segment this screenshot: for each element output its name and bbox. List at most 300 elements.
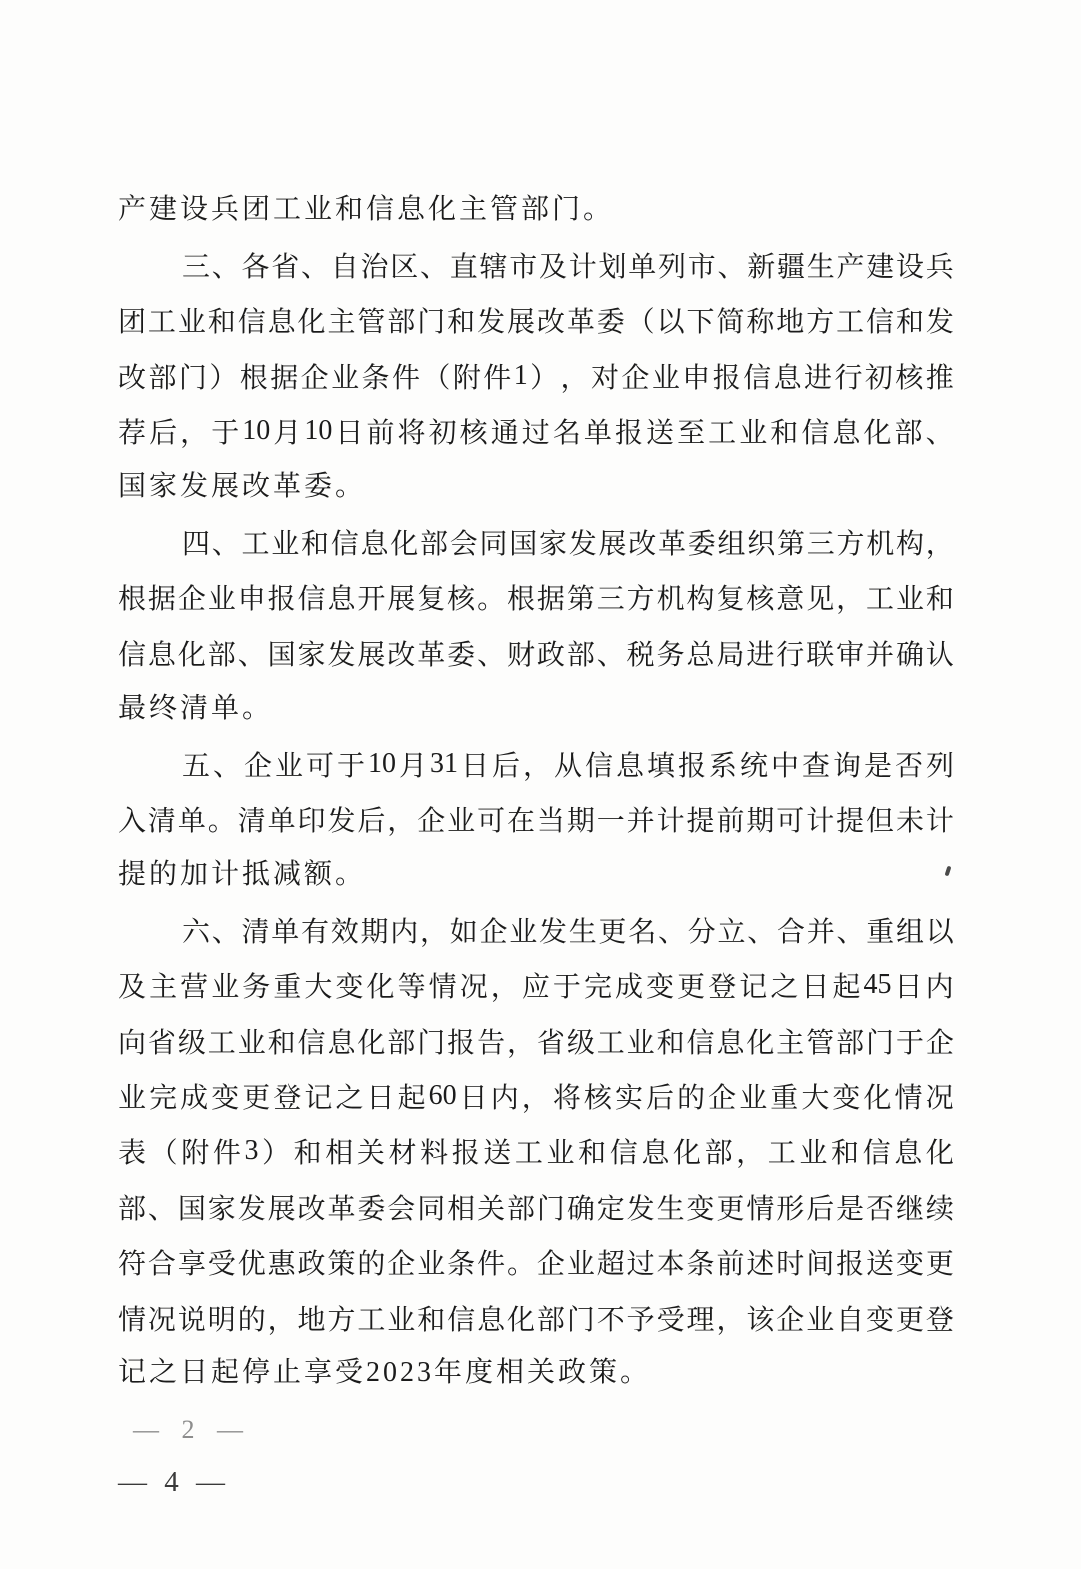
text-glyph: 条 (361, 362, 390, 394)
text-glyph: 治 (360, 252, 389, 284)
text-glyph: ） (262, 1138, 291, 1170)
text-glyph: 委 (447, 639, 476, 671)
text-glyph: 企 (417, 805, 446, 837)
text-glyph: 企 (621, 362, 650, 394)
text-line (118, 1013, 954, 1068)
text-glyph: 方 (806, 307, 835, 339)
text-glyph: 务 (656, 639, 685, 671)
text-glyph: 息 (894, 1138, 923, 1170)
text-glyph: 市 (509, 252, 538, 284)
text-glyph: 送 (646, 418, 675, 450)
text-glyph: 企 (708, 1082, 737, 1114)
text-glyph: 报 (836, 1249, 865, 1281)
text-glyph: 日 (459, 1082, 488, 1114)
text-glyph: 核 (459, 418, 488, 450)
text-glyph: 以 (925, 916, 954, 948)
text-glyph: 报 (712, 362, 741, 394)
text-line (118, 625, 954, 680)
text-glyph: 清 (237, 805, 266, 837)
text-glyph: 展 (598, 529, 627, 561)
text-glyph: 件 (391, 362, 420, 394)
text-glyph: 期 (360, 916, 389, 948)
text-glyph: 当 (536, 805, 565, 837)
text-glyph: 疆 (777, 252, 806, 284)
text-glyph: 并 (626, 805, 655, 837)
text-glyph: 进 (746, 639, 775, 671)
text-glyph: 信 (330, 529, 359, 561)
text-glyph: 前 (716, 805, 745, 837)
text-glyph: 委 (687, 529, 716, 561)
text-glyph: 重 (273, 972, 302, 1004)
text-glyph: 息 (615, 750, 644, 782)
text-glyph: 告 (477, 1027, 506, 1059)
text-glyph: 之 (770, 972, 799, 1004)
text-glyph: 之 (335, 1082, 364, 1114)
text-glyph: 完 (583, 972, 612, 1004)
text-glyph: 询 (832, 750, 861, 782)
text-glyph: 续 (925, 1193, 954, 1225)
text-glyph: 内 (490, 1082, 519, 1114)
text-glyph: 情 (428, 972, 457, 1004)
text-glyph: 大 (801, 1082, 830, 1114)
text-glyph: 业 (566, 1249, 595, 1281)
text-glyph: 核 (583, 1082, 612, 1114)
text-glyph: 前 (716, 1249, 745, 1281)
text-glyph: 、 (211, 529, 240, 561)
text-glyph: 60 (428, 1079, 457, 1111)
text-glyph: 工 (514, 1138, 543, 1170)
text-glyph: 部 (420, 529, 449, 561)
text-glyph: 日 (366, 1082, 395, 1114)
text-glyph: 市 (687, 252, 716, 284)
text-glyph: 、 (301, 252, 330, 284)
text-glyph: （ (626, 307, 655, 339)
text-glyph: 展 (267, 1193, 296, 1225)
text-glyph: 单 (271, 916, 300, 948)
text-glyph: 更 (925, 1249, 954, 1281)
text-glyph: 三 (182, 252, 211, 284)
text-glyph: 期 (746, 805, 775, 837)
text-glyph: 企 (387, 1249, 416, 1281)
text-glyph: 内 (925, 972, 954, 1004)
text-glyph: 核 (746, 584, 775, 616)
text-glyph: 相 (325, 1138, 354, 1170)
text-glyph: 未 (895, 805, 924, 837)
text-glyph: 化 (506, 1304, 535, 1336)
text-glyph: 管 (806, 1027, 835, 1059)
text-glyph: 、 (213, 750, 242, 782)
text-glyph: 日 (801, 972, 830, 1004)
text-glyph: 划 (598, 252, 627, 284)
text-glyph: 。 (207, 805, 236, 837)
text-glyph: 同 (417, 1193, 446, 1225)
text-glyph: 化 (297, 307, 326, 339)
text-glyph: 业 (275, 750, 304, 782)
text-glyph: 业 (387, 1304, 416, 1336)
text-glyph: 申 (682, 362, 711, 394)
text-glyph: 国 (509, 529, 538, 561)
text-glyph: 部 (387, 1027, 416, 1059)
text-line (118, 404, 954, 459)
text-glyph: 月 (398, 750, 427, 782)
text-glyph: 税 (626, 639, 655, 671)
text-glyph: 营 (180, 972, 209, 1004)
text-glyph: 主 (327, 307, 356, 339)
text-glyph: 等 (397, 972, 426, 1004)
text-line (118, 237, 954, 292)
text-glyph: 10 (304, 415, 333, 447)
text-glyph: 主 (149, 972, 178, 1004)
text-glyph: 管 (357, 307, 386, 339)
text-glyph: 四 (182, 529, 211, 561)
text-glyph: 提 (836, 805, 865, 837)
text-glyph: 织 (747, 529, 776, 561)
page-number-pdf: — 4 — (118, 1466, 225, 1498)
text-glyph: 并 (866, 639, 895, 671)
text-glyph: 受 (656, 1304, 685, 1336)
text-glyph: 报 (614, 418, 643, 450)
text-glyph: 否 (894, 750, 923, 782)
text-glyph: 初 (864, 362, 893, 394)
text-glyph: 表 (118, 1138, 147, 1170)
text-glyph: 发 (477, 307, 506, 339)
text-glyph: 息 (147, 639, 176, 671)
text-glyph: 门 (536, 1193, 565, 1225)
text-glyph: 信 (609, 1138, 638, 1170)
text-glyph: 件 (483, 362, 512, 394)
text-glyph: 情 (118, 1304, 147, 1336)
text-glyph: 报 (677, 750, 706, 782)
text-glyph: 。 (506, 1249, 535, 1281)
text-glyph: 45 (863, 969, 892, 1001)
text-glyph: 述 (746, 1249, 775, 1281)
text-glyph: ， (716, 1304, 745, 1336)
text-glyph: 说 (177, 1304, 206, 1336)
text-glyph: 计 (806, 805, 835, 837)
page-number-original: — 2 — (133, 1415, 244, 1444)
text-glyph: 部 (536, 1304, 565, 1336)
text-glyph: 、 (237, 639, 266, 671)
text-glyph: 核 (895, 362, 924, 394)
text-glyph: 企 (925, 1027, 954, 1059)
text-glyph: 系 (708, 750, 737, 782)
text-glyph: 工 (836, 307, 865, 339)
text-glyph: 门 (178, 362, 207, 394)
text-glyph: ， (267, 1304, 296, 1336)
text-glyph: 复 (716, 584, 745, 616)
text-glyph: ， (506, 1027, 535, 1059)
text-glyph: 工 (708, 418, 737, 450)
text-glyph: 部 (566, 639, 595, 671)
text-glyph: 各 (241, 252, 270, 284)
text-glyph: 六 (182, 916, 211, 948)
text-glyph: 财 (506, 639, 535, 671)
text-glyph: 、 (147, 1193, 176, 1225)
text-glyph: 、 (658, 916, 687, 948)
text-glyph: 委 (357, 1193, 386, 1225)
text-glyph: 1 (513, 359, 528, 391)
text-glyph: 自 (330, 252, 359, 284)
text-glyph: 改 (628, 529, 657, 561)
text-glyph: 信 (297, 1027, 326, 1059)
text-glyph: 建 (866, 252, 895, 284)
text-glyph: 改 (387, 639, 416, 671)
text-glyph: 内 (390, 916, 419, 948)
text-glyph: 总 (686, 639, 715, 671)
text-glyph: 认 (925, 639, 954, 671)
text-glyph: 件 (212, 1138, 241, 1170)
text-glyph: 和 (925, 584, 954, 616)
text-glyph: 超 (596, 1249, 625, 1281)
text-glyph: 发 (327, 639, 356, 671)
text-glyph: 三 (806, 529, 835, 561)
text-glyph: 条 (447, 1249, 476, 1281)
text-glyph: 化 (366, 972, 395, 1004)
text-glyph: 变 (866, 1304, 895, 1336)
text-glyph: 根 (239, 362, 268, 394)
text-glyph: 清 (241, 916, 270, 948)
document-text-block (118, 182, 954, 1401)
text-glyph: 于 (552, 972, 581, 1004)
text-glyph: 业 (118, 1082, 147, 1114)
text-line (118, 293, 954, 348)
text-glyph: 相 (447, 1193, 476, 1225)
text-glyph: 是 (836, 1193, 865, 1225)
text-glyph: 发 (925, 307, 954, 339)
text-glyph: 计 (925, 805, 954, 837)
text-glyph: 化 (925, 1138, 954, 1170)
text-glyph: 构 (686, 584, 715, 616)
text-glyph: 直 (449, 252, 478, 284)
text-glyph: 企 (479, 916, 508, 948)
text-glyph: 息 (327, 584, 356, 616)
text-glyph: 后 (646, 1082, 675, 1114)
text-glyph: 联 (806, 639, 835, 671)
text-glyph: 设 (896, 252, 925, 284)
text-glyph: 列 (925, 750, 954, 782)
text-glyph: 企 (776, 1304, 805, 1336)
text-glyph: 业 (739, 418, 768, 450)
text-line (118, 1068, 954, 1123)
text-glyph: 形 (776, 1193, 805, 1225)
text-glyph: 情 (746, 1193, 775, 1225)
text-glyph: 工 (207, 1027, 236, 1059)
text-line (118, 957, 954, 1012)
text-glyph: 展 (387, 584, 416, 616)
text-glyph: 计 (568, 252, 597, 284)
text-glyph: 。 (477, 584, 506, 616)
text-glyph: 兵 (925, 252, 954, 284)
text-glyph: 对 (590, 362, 619, 394)
text-glyph: 变 (211, 1082, 240, 1114)
text-glyph: 化 (390, 529, 419, 561)
text-glyph: 向 (118, 1027, 147, 1059)
text-glyph: 重 (770, 1082, 799, 1114)
text-glyph: 更 (677, 972, 706, 1004)
text-glyph: 息 (267, 307, 296, 339)
text-glyph: 通 (490, 418, 519, 450)
text-glyph: 查 (801, 750, 830, 782)
text-glyph: 和 (895, 307, 924, 339)
text-glyph: ， (420, 916, 449, 948)
text-glyph: 化 (672, 1138, 701, 1170)
text-glyph: 关 (356, 1138, 385, 1170)
text-glyph: 发 (568, 529, 597, 561)
text-glyph: 部 (894, 418, 923, 450)
text-glyph: 完 (149, 1082, 178, 1114)
text-glyph: 级 (177, 1027, 206, 1059)
text-glyph: ） (530, 362, 559, 394)
text-glyph: 起 (832, 972, 861, 1004)
text-glyph: 单 (628, 252, 657, 284)
text-glyph: 业 (331, 362, 360, 394)
text-glyph: 息 (832, 418, 861, 450)
text-glyph: 地 (297, 1304, 326, 1336)
text-line (118, 736, 954, 791)
text-glyph: 化 (863, 1082, 892, 1114)
text-glyph: 信 (862, 1138, 891, 1170)
text-glyph: 政 (536, 639, 565, 671)
text-glyph: 符 (118, 1249, 147, 1281)
text-glyph: 见 (806, 584, 835, 616)
text-glyph: 以 (656, 307, 685, 339)
text-glyph: ， (521, 1082, 550, 1114)
text-glyph: 工 (147, 307, 176, 339)
text-glyph: 和 (267, 1027, 296, 1059)
text-line (118, 1124, 954, 1179)
text-glyph: 更 (242, 1082, 271, 1114)
text-glyph: 家 (539, 529, 568, 561)
text-glyph: 会 (387, 1193, 416, 1225)
text-glyph: 业 (546, 1138, 575, 1170)
text-glyph: 部 (387, 307, 416, 339)
text-glyph: 中 (770, 750, 799, 782)
text-glyph: 信 (743, 362, 772, 394)
text-glyph: 息 (716, 1027, 745, 1059)
text-glyph: 革 (566, 307, 595, 339)
text-glyph: 和 (207, 307, 236, 339)
text-glyph: 策 (327, 1249, 356, 1281)
text-glyph: 进 (804, 362, 833, 394)
text-glyph: 部 (207, 639, 236, 671)
text-glyph: 报 (267, 584, 296, 616)
text-glyph: 化 (746, 1027, 775, 1059)
text-glyph: 据 (147, 584, 176, 616)
text-glyph: 、 (836, 916, 865, 948)
text-glyph: 印 (297, 805, 326, 837)
text-glyph: 国 (267, 639, 296, 671)
text-glyph: 应 (521, 972, 550, 1004)
text-glyph: 单 (267, 805, 296, 837)
text-glyph: 辖 (479, 252, 508, 284)
text-glyph: 记 (739, 972, 768, 1004)
text-glyph: 日 (335, 418, 364, 450)
text-glyph: 大 (304, 972, 333, 1004)
text-glyph: 条 (686, 1249, 715, 1281)
text-glyph: 局 (716, 639, 745, 671)
text-glyph: 享 (177, 1249, 206, 1281)
text-glyph: 提 (686, 805, 715, 837)
text-glyph: 机 (866, 529, 895, 561)
text-glyph: 企 (244, 750, 273, 782)
text-glyph: 息 (773, 362, 802, 394)
text-glyph: 企 (300, 362, 329, 394)
text-glyph: 自 (836, 1304, 865, 1336)
text-glyph: 继 (895, 1193, 924, 1225)
text-glyph: 登 (273, 1082, 302, 1114)
text-glyph: 信 (584, 750, 613, 782)
text-glyph: 否 (866, 1193, 895, 1225)
text-glyph: 革 (417, 639, 446, 671)
text-glyph: 入 (118, 805, 147, 837)
text-glyph: 可 (306, 750, 335, 782)
text-glyph: 但 (866, 805, 895, 837)
text-glyph: 变 (895, 1249, 924, 1281)
text-glyph: 名 (552, 418, 581, 450)
text-glyph: （ (422, 362, 451, 394)
text-glyph: 开 (357, 584, 386, 616)
text-glyph: 、 (420, 252, 449, 284)
text-glyph: 情 (894, 1082, 923, 1114)
text-glyph: 推 (925, 362, 954, 394)
text-glyph: ， (522, 750, 551, 782)
text-glyph: 展 (357, 639, 386, 671)
text-glyph: 级 (566, 1027, 595, 1059)
text-glyph: 登 (925, 1304, 954, 1336)
text-glyph: 行 (834, 362, 863, 394)
text-glyph: 工 (866, 584, 895, 616)
text-glyph: 名 (628, 916, 657, 948)
text-glyph: 生 (656, 1193, 685, 1225)
text-glyph: 部 (148, 362, 177, 394)
text-glyph: 更 (598, 916, 627, 948)
text-glyph: 月 (273, 418, 302, 450)
text-glyph: 报 (451, 1138, 480, 1170)
text-glyph: 部 (704, 1138, 733, 1170)
text-glyph: 定 (596, 1193, 625, 1225)
text-line (118, 1234, 954, 1289)
text-glyph: 工 (241, 529, 270, 561)
text-glyph: 间 (806, 1249, 835, 1281)
text-glyph: 从 (553, 750, 582, 782)
text-glyph: 更 (895, 1304, 924, 1336)
text-glyph: 是 (863, 750, 892, 782)
text-glyph: 省 (536, 1027, 565, 1059)
text-glyph: 业 (177, 307, 206, 339)
text-glyph: 工 (357, 1304, 386, 1336)
text-glyph: 和 (578, 1138, 607, 1170)
text-glyph: 况 (925, 1082, 954, 1114)
text-glyph: 和 (417, 1304, 446, 1336)
text-glyph: 区 (390, 252, 419, 284)
text-glyph: 合 (777, 916, 806, 948)
text-glyph: 后 (149, 418, 178, 450)
text-glyph: 构 (896, 529, 925, 561)
text-glyph: 单 (177, 805, 206, 837)
text-glyph: 件 (477, 1249, 506, 1281)
text-glyph: 附 (181, 1138, 210, 1170)
text-glyph: 惠 (267, 1249, 296, 1281)
text-glyph: 送 (483, 1138, 512, 1170)
text-glyph: 息 (327, 1027, 356, 1059)
text-line (118, 902, 954, 957)
text-glyph: ， (836, 584, 865, 616)
text-glyph: 的 (237, 1304, 266, 1336)
text-glyph: 机 (656, 584, 685, 616)
text-glyph: 息 (477, 1304, 506, 1336)
text-line (118, 1290, 954, 1345)
text-glyph: 企 (177, 584, 206, 616)
